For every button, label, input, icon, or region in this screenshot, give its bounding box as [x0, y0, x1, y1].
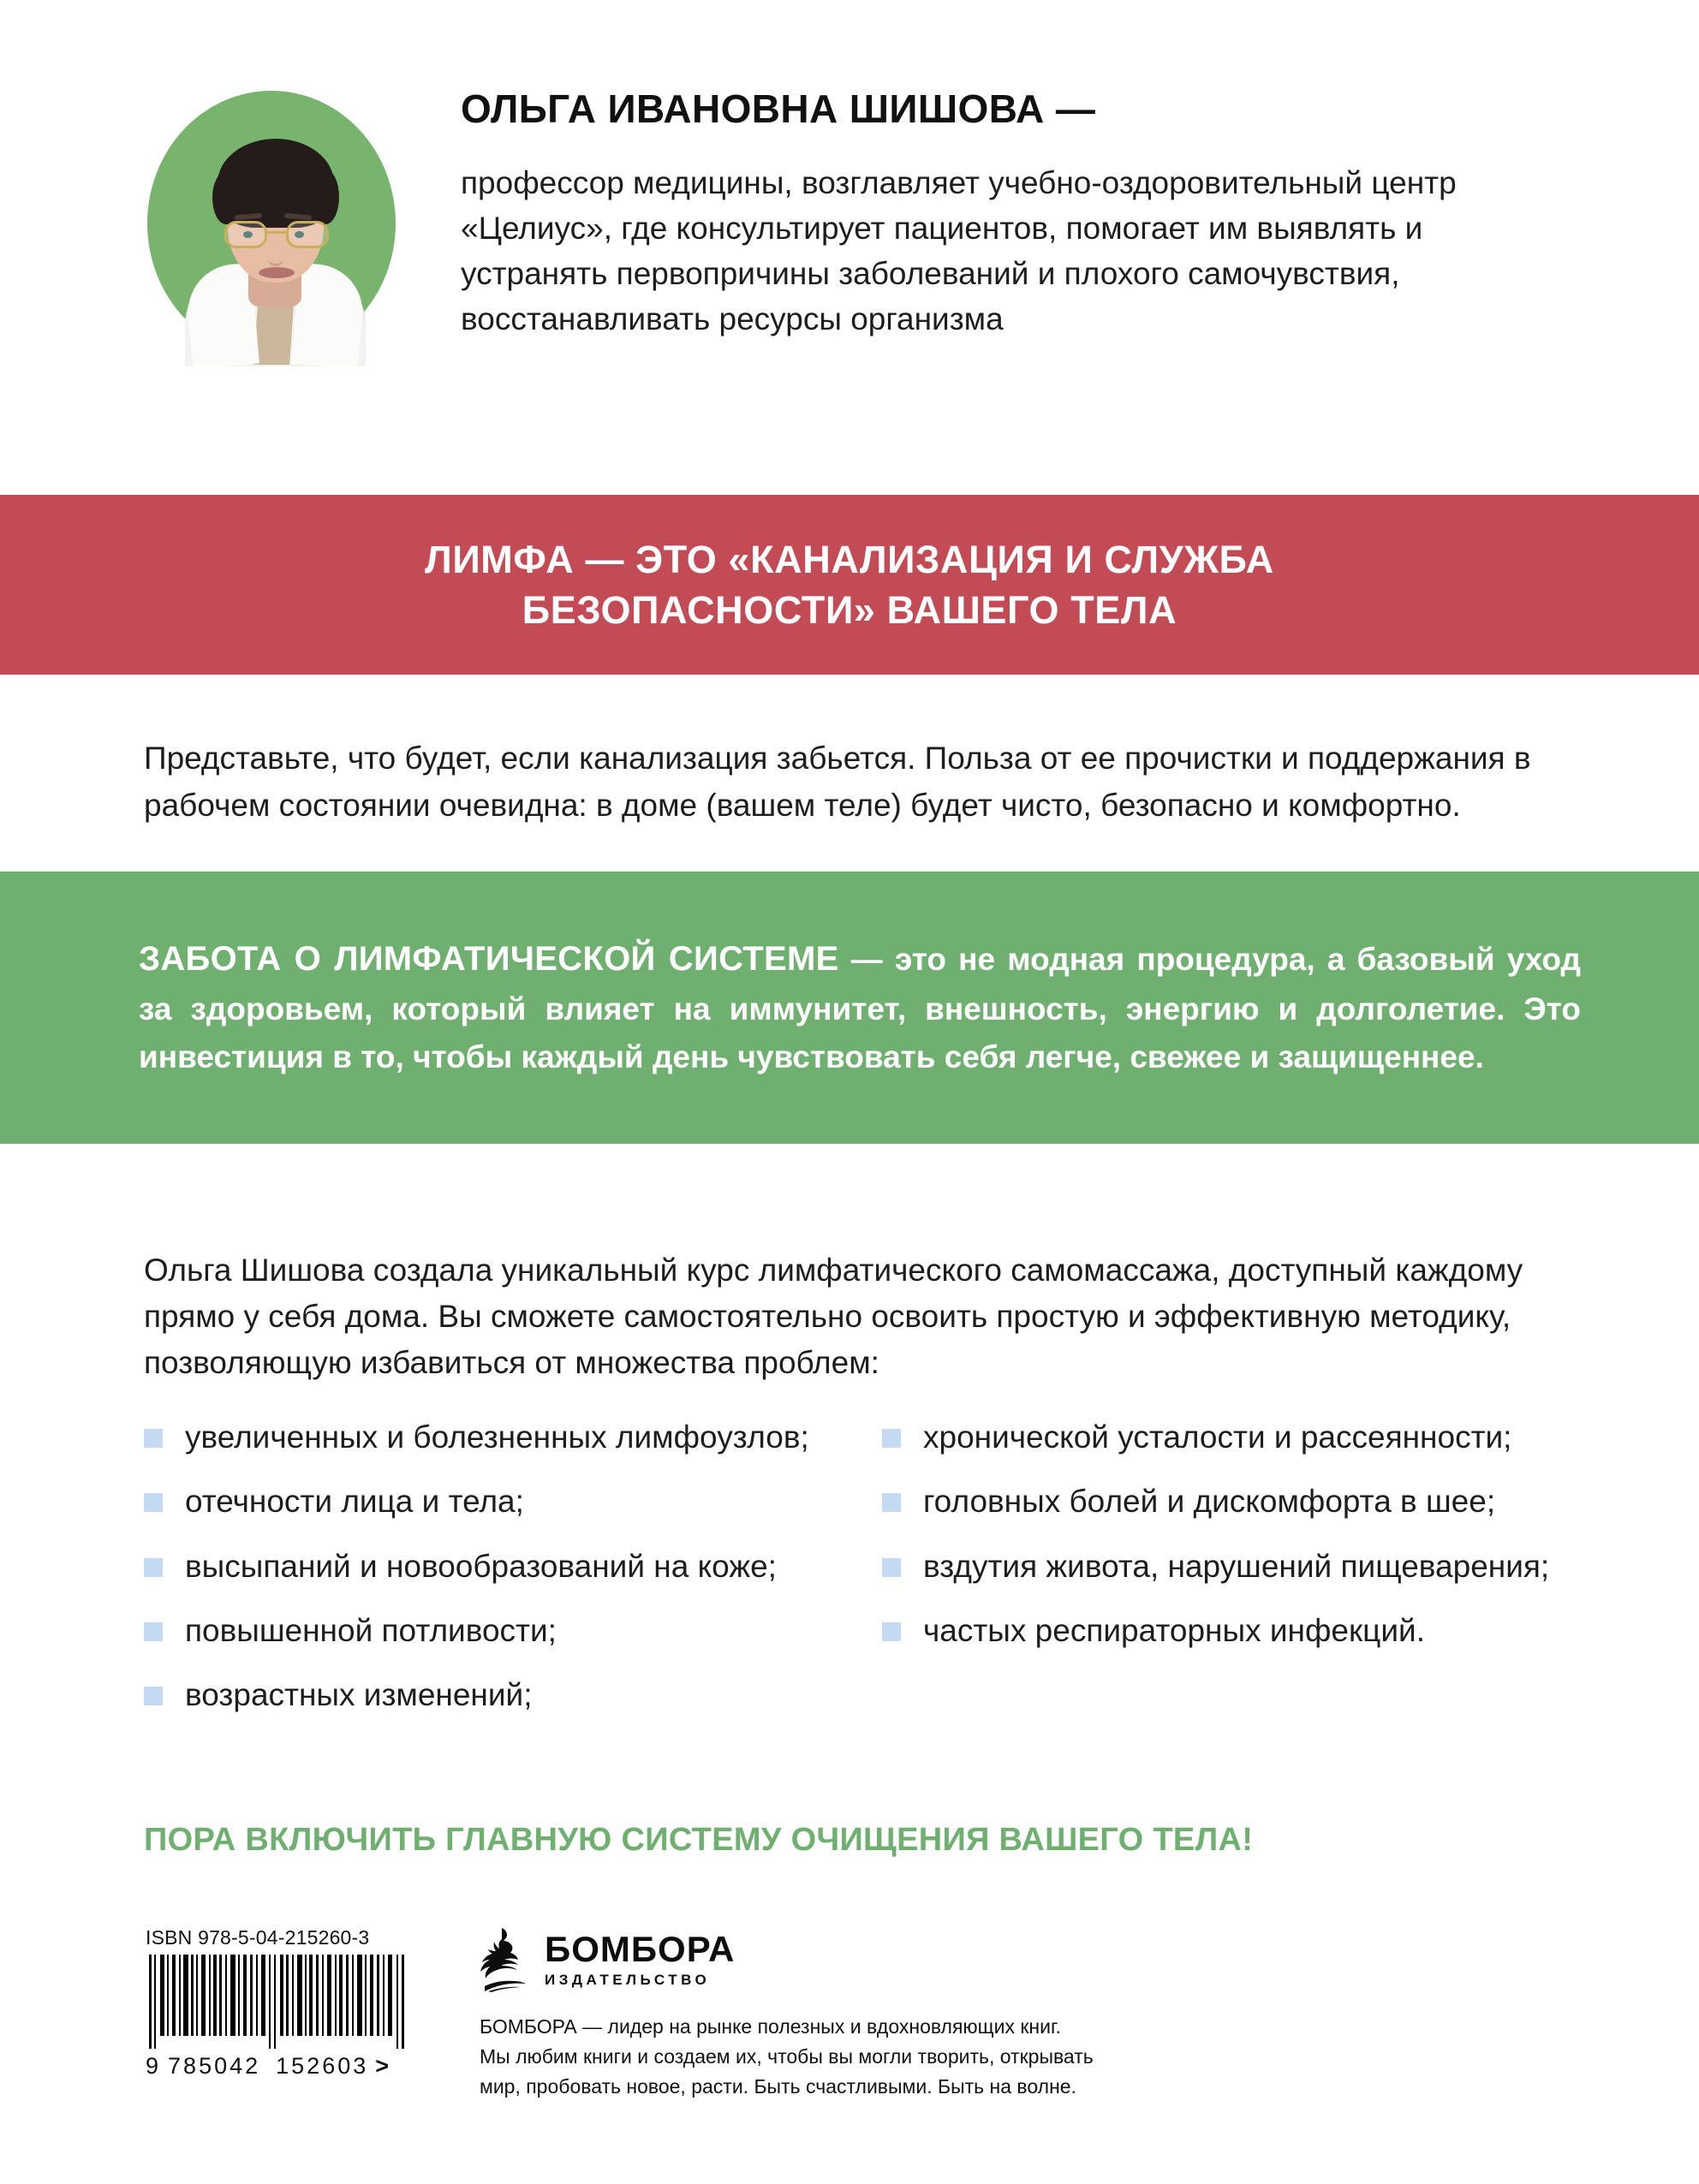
- list-item: [144, 1675, 820, 1715]
- list-item: [144, 1610, 820, 1651]
- publisher-wordmark-block: [545, 1928, 736, 1989]
- author-portrait-image: [183, 99, 367, 366]
- bullet-label: головных болей и дискомфорта в шее;: [923, 1484, 1496, 1520]
- barcode-group-1: 785042: [168, 2053, 261, 2079]
- bullet-label: отечности лица и тела;: [185, 1484, 524, 1520]
- portrait-nose: [268, 245, 283, 266]
- bullet-label: высыпаний и новообразований на коже;: [185, 1548, 777, 1584]
- list-item: [882, 1610, 1559, 1651]
- publisher-description: [480, 2012, 1094, 2102]
- green-highlight-banner: [0, 872, 1699, 1144]
- bullet-square-icon: [882, 1429, 901, 1448]
- intro-paragraph: Представьте, что будет, если канализация забьется. Польза от ее прочистки и поддержания в рабочем состоянии очевидна: в доме (вашем теле) будет чисто, безопасно и комфортно.: [144, 741, 1531, 823]
- problems-bullet-lists: [144, 1417, 1591, 1740]
- glasses-bridge: [267, 231, 286, 234]
- author-block: [0, 75, 1699, 435]
- green-banner-text: [139, 933, 1581, 1081]
- publisher-block: [480, 1926, 1094, 2102]
- author-bio: профессор медицины, возглавляет учебно-оздоровительный центр «Целиус», где консультирует пациентов, помогает им выявлять и устранять первопричины заболеваний и плохого самочувствия, восстанавливать ресурсы организма: [461, 164, 1457, 337]
- publisher-subtitle: ИЗДАТЕЛЬСТВО: [545, 1971, 711, 1988]
- bullet-label: увеличенных и болезненных лимфоузлов;: [185, 1419, 809, 1455]
- publisher-name: БОМБОРА: [545, 1928, 736, 1969]
- bullet-label: возрастных изменений;: [185, 1677, 533, 1713]
- portrait-lapel-right: [291, 263, 367, 366]
- portrait-hair: [218, 139, 334, 228]
- publisher-description-line-1: БОМБОРА — лидер на рынке полезных и вдохновляющих книг.: [480, 2015, 1061, 2038]
- list-item: [144, 1546, 820, 1586]
- bullet-square-icon: [144, 1429, 163, 1448]
- red-headline-banner: [0, 495, 1699, 675]
- publisher-description-line-3: мир, пробовать новое, расти. Быть счастливыми. Быть на волне.: [480, 2074, 1076, 2098]
- author-name: ОЛЬГА ИВАНОВНА ШИШОВА —: [461, 86, 1096, 131]
- bullet-column-left: [144, 1417, 820, 1740]
- barcode-digits: [146, 2053, 420, 2080]
- bullet-label: вздутия живота, нарушений пищеварения;: [923, 1548, 1550, 1584]
- glasses-lens-left: [224, 221, 267, 248]
- list-item: [144, 1481, 820, 1521]
- isbn-label: ISBN 978-5-04-215260-3: [146, 1926, 370, 1949]
- publisher-description-line-2: Мы любим книги и создаем их, чтобы вы могли творить, открывать: [480, 2044, 1094, 2068]
- bullet-square-icon: [882, 1622, 901, 1641]
- bombora-logo-icon: [480, 1926, 529, 1993]
- bullet-column-right: [882, 1417, 1559, 1740]
- author-photo: [147, 75, 430, 418]
- green-banner-body: — это не модная процедура, а базовый уход за здоровьем, который влияет на иммунитет, внешность, энергию и долголетие. Это инвестиция в то, чтобы каждый день чувствовать себя легче, свежее и защищеннее.: [139, 942, 1582, 1075]
- isbn-block: [146, 1926, 420, 2080]
- bullet-square-icon: [144, 1622, 163, 1641]
- course-paragraph: Ольга Шишова создала уникальный курс лимфатического самомассажа, доступный каждому прямо у себя дома. Вы сможете самостоятельно освоить простую и эффективную методику, позволяющую избавиться от множества проблем:: [144, 1253, 1523, 1381]
- red-banner-line-1: ЛИМФА — ЭТО «КАНАЛИЗАЦИЯ И СЛУЖБА: [425, 537, 1274, 581]
- bullet-square-icon: [882, 1493, 901, 1512]
- list-item: [882, 1546, 1559, 1586]
- green-banner-lead: ЗАБОТА О ЛИМФАТИЧЕСКОЙ СИСТЕМЕ: [139, 940, 839, 979]
- barcode-image: [146, 1955, 407, 2049]
- call-to-action-text: ПОРА ВКЛЮЧИТЬ ГЛАВНУЮ СИСТЕМУ ОЧИЩЕНИЯ ВАШЕГО ТЕЛА!: [144, 1822, 1254, 1858]
- barcode-lead-digit: 9: [146, 2053, 160, 2079]
- glasses-lens-right: [286, 221, 329, 248]
- publisher-logo-row: [480, 1926, 1094, 1993]
- list-item: [882, 1481, 1559, 1521]
- bullet-square-icon: [144, 1558, 163, 1577]
- bullet-square-icon: [144, 1687, 163, 1705]
- list-item: [882, 1417, 1559, 1457]
- bullet-label: повышенной потливости;: [185, 1613, 557, 1649]
- bullet-square-icon: [144, 1493, 163, 1512]
- barcode-group-2: 152603: [276, 2053, 369, 2079]
- bullet-label: частых респираторных инфекций.: [923, 1613, 1425, 1649]
- footer: [0, 1926, 1699, 2183]
- red-banner-line-2: БЕЗОПАСНОСТИ» ВАШЕГО ТЕЛА: [522, 588, 1177, 632]
- portrait-mouth: [259, 267, 295, 278]
- bullet-square-icon: [882, 1558, 901, 1577]
- bullet-label: хронической усталости и рассеянности;: [923, 1419, 1512, 1455]
- list-item: [144, 1417, 820, 1457]
- author-text-block: [461, 75, 1540, 342]
- barcode-tail: >: [375, 2053, 390, 2079]
